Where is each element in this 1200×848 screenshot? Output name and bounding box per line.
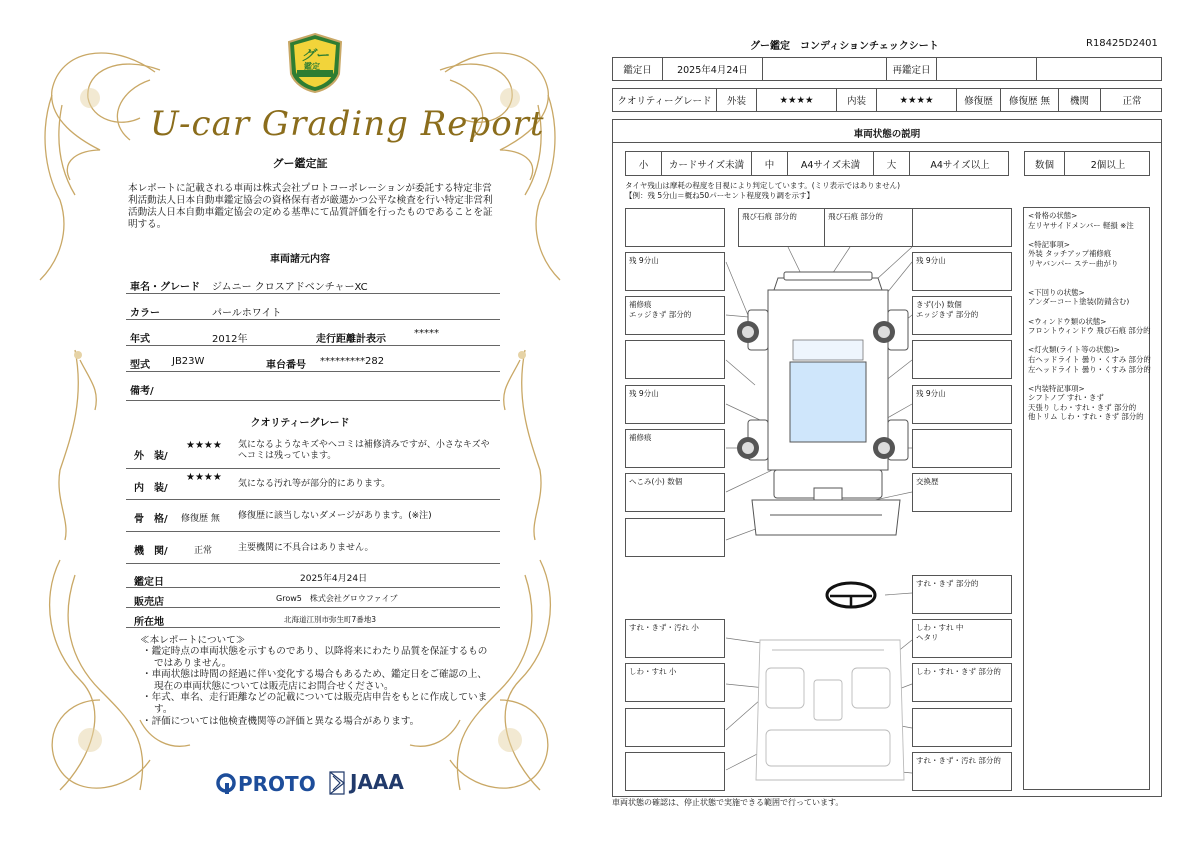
report-title: U-car Grading Report bbox=[150, 104, 545, 144]
spec-row-model bbox=[126, 348, 500, 372]
condition-text: 飛び石痕 部分的 bbox=[828, 212, 883, 221]
info-row-date bbox=[126, 568, 500, 588]
condition-text: すれ・きず 部分的 bbox=[916, 579, 979, 588]
condition-box bbox=[625, 208, 725, 247]
name-label: 車名・グレード bbox=[130, 282, 200, 293]
color-label: カラー bbox=[130, 308, 160, 319]
date-label: 鑑定日 bbox=[613, 58, 663, 80]
condition-heading: 車両状態の説明 bbox=[853, 129, 921, 140]
exterior-text: 気になるようなキズやヘコミは補修済みですが、小さなキズやヘコミは残っています。 bbox=[238, 440, 490, 461]
condition-box bbox=[912, 429, 1012, 468]
proto-logo-text: PROTO bbox=[238, 772, 316, 796]
dealer-label: 販売店 bbox=[134, 597, 164, 608]
condition-text: エッジきず 部分的 bbox=[629, 310, 692, 319]
condition-text: すれ・きず・汚れ 小 bbox=[629, 623, 699, 632]
jaaa-mark-icon bbox=[328, 770, 346, 796]
date-label: 鑑定日 bbox=[134, 577, 164, 588]
ext-label: 外装 bbox=[717, 89, 757, 111]
condition-box bbox=[912, 473, 1012, 512]
condition-box bbox=[912, 296, 1012, 335]
condition-text: へこみ(小) 数個 bbox=[629, 477, 683, 486]
side-note: <ウィンドウ類の状態> bbox=[1028, 316, 1107, 326]
exterior-label: 外 装/ bbox=[134, 451, 168, 462]
redate-label: 再鑑定日 bbox=[887, 58, 937, 80]
exterior-stars: ★★★★ bbox=[186, 440, 222, 451]
condition-text: 補修痕 bbox=[629, 300, 652, 309]
jaaa-logo-text: JAAA bbox=[350, 770, 404, 794]
grade-row-exterior bbox=[126, 434, 500, 469]
notice-item: ・評価については他検査機関等の評価と異なる場合があります。 bbox=[142, 715, 420, 727]
notice-title: ≪本レポートについて≫ bbox=[140, 635, 246, 646]
info-row-dealer bbox=[126, 588, 500, 608]
condition-text: しわ・すれ 小 bbox=[629, 667, 677, 676]
size-large-desc: A4サイズ以上 bbox=[930, 159, 990, 171]
condition-box bbox=[912, 663, 1012, 702]
engine-value: 正常 bbox=[1122, 96, 1142, 107]
int-stars: ★★★★ bbox=[877, 89, 957, 111]
steering-wheel-icon bbox=[827, 583, 875, 607]
proto-mark-icon bbox=[216, 773, 236, 795]
notice-list bbox=[142, 646, 492, 727]
condition-box bbox=[625, 619, 725, 658]
ext-stars: ★★★★ bbox=[757, 89, 837, 111]
info-row-address bbox=[126, 608, 500, 628]
condition-box bbox=[912, 575, 1012, 614]
repair-value: 修復歴 無 bbox=[1001, 89, 1059, 111]
year-value: 2012年 bbox=[212, 334, 248, 345]
sheet-id: R18425D2401 bbox=[1086, 38, 1158, 49]
engine-label: 機関 bbox=[1059, 89, 1101, 111]
size-mid-desc: A4サイズ未満 bbox=[788, 152, 874, 175]
notice-item: ・年式、車名、走行距離などの記載については販売店申告をもとに作成しています。 bbox=[142, 692, 488, 715]
chassis-label: 車台番号 bbox=[266, 360, 306, 371]
condition-box bbox=[625, 752, 725, 791]
condition-box bbox=[625, 518, 725, 557]
size-mid: 中 bbox=[752, 152, 788, 175]
condition-box bbox=[625, 429, 725, 468]
int-label: 内装 bbox=[837, 89, 877, 111]
condition-check-sheet bbox=[600, 0, 1200, 848]
size-large: 大 bbox=[874, 152, 910, 175]
condition-box bbox=[625, 340, 725, 379]
badge-sub-text: 鑑定 bbox=[304, 62, 320, 71]
color-value: パールホワイト bbox=[212, 308, 282, 319]
interior-stars: ★★★★ bbox=[186, 472, 222, 483]
certificate-title: グー鑑定証 bbox=[272, 157, 328, 170]
badge-text: グー bbox=[301, 48, 329, 64]
spec-row-name bbox=[126, 270, 500, 294]
year-label: 年式 bbox=[130, 334, 150, 345]
side-note: <灯火類(ライト等の状態)> bbox=[1028, 345, 1120, 355]
odometer-value: ***** bbox=[414, 328, 439, 339]
tire-example: 【例：残 5分山＝概ね50パーセント程度残り調を示す】 bbox=[625, 191, 815, 200]
condition-text: 交換歴 bbox=[916, 477, 939, 486]
condition-box bbox=[625, 385, 725, 424]
notice-item: ・車両状態は時間の経過に伴い変化する場合もあるため、鑑定日をご確認の上、現在の車両状態については販売店にお問合せください。 bbox=[142, 669, 487, 692]
side-note: 左ヘッドライト 曇り・くすみ 部分的 bbox=[1028, 364, 1151, 374]
condition-box bbox=[625, 663, 725, 702]
grade-row-frame bbox=[126, 500, 500, 532]
condition-text: ヘタリ bbox=[916, 633, 939, 642]
name-value: ジムニー クロスアドベンチャーXC bbox=[212, 282, 368, 293]
condition-text: 残 9分山 bbox=[916, 256, 946, 265]
side-note: 右ヘッドライト 曇り・くすみ 部分的 bbox=[1028, 354, 1151, 364]
odometer-label: 走行距離計表示 bbox=[316, 334, 386, 345]
certificate-text: 本レポートに記載される車両は株式会社プロトコーポレーションが委託する特定非営利活動法人日本自動車鑑定協会の資格保有者が厳選かつ公平な検査を行い特定非営利活動法人日本自動車鑑定協会の定める基準にて品質評価を行ったものであることを証明する。 bbox=[128, 183, 493, 230]
size-small: 小 bbox=[626, 152, 662, 175]
condition-text: エッジきず 部分的 bbox=[916, 310, 979, 319]
side-notes-panel bbox=[1023, 207, 1150, 790]
condition-box bbox=[912, 385, 1012, 424]
side-note: フロントウィンドウ 飛び石痕 部分的 bbox=[1028, 326, 1151, 336]
goo-kantei-badge bbox=[287, 32, 343, 94]
remarks-label: 備考/ bbox=[130, 386, 154, 397]
model-value: JB23W bbox=[172, 356, 205, 367]
condition-text: 補修痕 bbox=[629, 433, 652, 442]
count-value: 2個以上 bbox=[1090, 159, 1126, 171]
date-value: 2025年4月24日 bbox=[300, 574, 368, 584]
condition-text: きず(小) 数個 bbox=[916, 300, 962, 309]
condition-box bbox=[625, 252, 725, 291]
interior-label: 内 装/ bbox=[134, 483, 168, 494]
condition-box bbox=[912, 619, 1012, 658]
side-note: 左リヤサイドメンバー 軽損 ※注 bbox=[1028, 220, 1134, 230]
condition-box bbox=[625, 473, 725, 512]
side-note: <内装特記事項> bbox=[1028, 383, 1085, 393]
interior-text: 気になる汚れ等が部分的にあります。 bbox=[238, 479, 391, 489]
address-value: 北海道江別市弥生町7番地3 bbox=[284, 615, 377, 624]
notice-item: ・鑑定時点の車両状態を示すものであり、以降将来にわたり品質を保証するものではありません。 bbox=[142, 646, 488, 669]
condition-box bbox=[912, 252, 1012, 291]
frame-text: 修復歴に該当しないダメージがあります。(※注) bbox=[238, 511, 432, 521]
side-note: シフトノブ すれ・きず bbox=[1028, 393, 1104, 403]
side-note: <下回りの状態> bbox=[1028, 287, 1085, 297]
side-note: 外装 タッチアップ補修痕 bbox=[1028, 249, 1112, 259]
repair-label: 修復歴 bbox=[957, 89, 1001, 111]
dealer-value: Grow5 株式会社グロウファイブ bbox=[276, 594, 398, 603]
frame-label: 骨 格/ bbox=[134, 514, 168, 525]
condition-text: しわ・すれ 中 bbox=[916, 623, 964, 632]
side-note: <特記事項> bbox=[1028, 239, 1070, 249]
tire-note: タイヤ残山は摩耗の程度を目視により判定しています。(ミリ表示ではありません) bbox=[625, 181, 901, 190]
grade-label: クオリティーグレード bbox=[613, 89, 717, 111]
spec-row-remarks bbox=[126, 374, 500, 401]
sheet-footnote: 車両状態の確認は、停止状態で実施できる範囲で行っています。 bbox=[612, 798, 844, 807]
size-small-desc: カードサイズ未満 bbox=[662, 152, 752, 175]
condition-box bbox=[824, 208, 924, 247]
spec-row-year bbox=[126, 322, 500, 346]
specs-heading: 車両諸元内容 bbox=[270, 254, 330, 265]
condition-box bbox=[738, 208, 838, 247]
condition-text: すれ・きず・汚れ 部分的 bbox=[916, 756, 1001, 765]
condition-box bbox=[912, 208, 1012, 247]
condition-text: 飛び石痕 部分的 bbox=[742, 212, 797, 221]
side-note: <骨格の状態> bbox=[1028, 211, 1078, 220]
quality-heading: クオリティーグレード bbox=[250, 418, 350, 429]
condition-text: 残 9分山 bbox=[629, 389, 659, 398]
side-note: アンダーコート塗装(防錆含む) bbox=[1028, 297, 1130, 307]
chassis-value: *********282 bbox=[320, 356, 385, 367]
date-value: 2025年4月24日 bbox=[663, 58, 763, 80]
side-note: リヤバンパー ステー曲がり bbox=[1028, 258, 1119, 268]
engine-value: 正常 bbox=[194, 546, 213, 556]
condition-text: しわ・すれ・きず 部分的 bbox=[916, 667, 1001, 676]
address-label: 所在地 bbox=[134, 617, 164, 628]
spec-row-color bbox=[126, 296, 500, 320]
engine-text: 主要機関に不具合はありません。 bbox=[238, 543, 374, 553]
grade-row-interior bbox=[126, 469, 500, 500]
condition-text: 残 9分山 bbox=[916, 389, 946, 398]
condition-box bbox=[912, 340, 1012, 379]
condition-box bbox=[625, 708, 725, 747]
condition-box bbox=[912, 708, 1012, 747]
side-note: 他トリム しわ・すれ・きず 部分的 bbox=[1028, 412, 1144, 422]
grade-row-engine bbox=[126, 532, 500, 564]
frame-value: 修復歴 無 bbox=[181, 514, 220, 524]
engine-label: 機 関/ bbox=[134, 546, 168, 557]
condition-box bbox=[912, 752, 1012, 791]
condition-box bbox=[625, 296, 725, 335]
condition-text: 残 9分山 bbox=[629, 256, 659, 265]
sheet-title: グー鑑定 コンディションチェックシート bbox=[750, 41, 939, 52]
side-note: 天張り しわ・すれ・きず 部分的 bbox=[1028, 402, 1137, 412]
count-label: 数個 bbox=[1025, 152, 1065, 175]
model-label: 型式 bbox=[130, 360, 150, 371]
